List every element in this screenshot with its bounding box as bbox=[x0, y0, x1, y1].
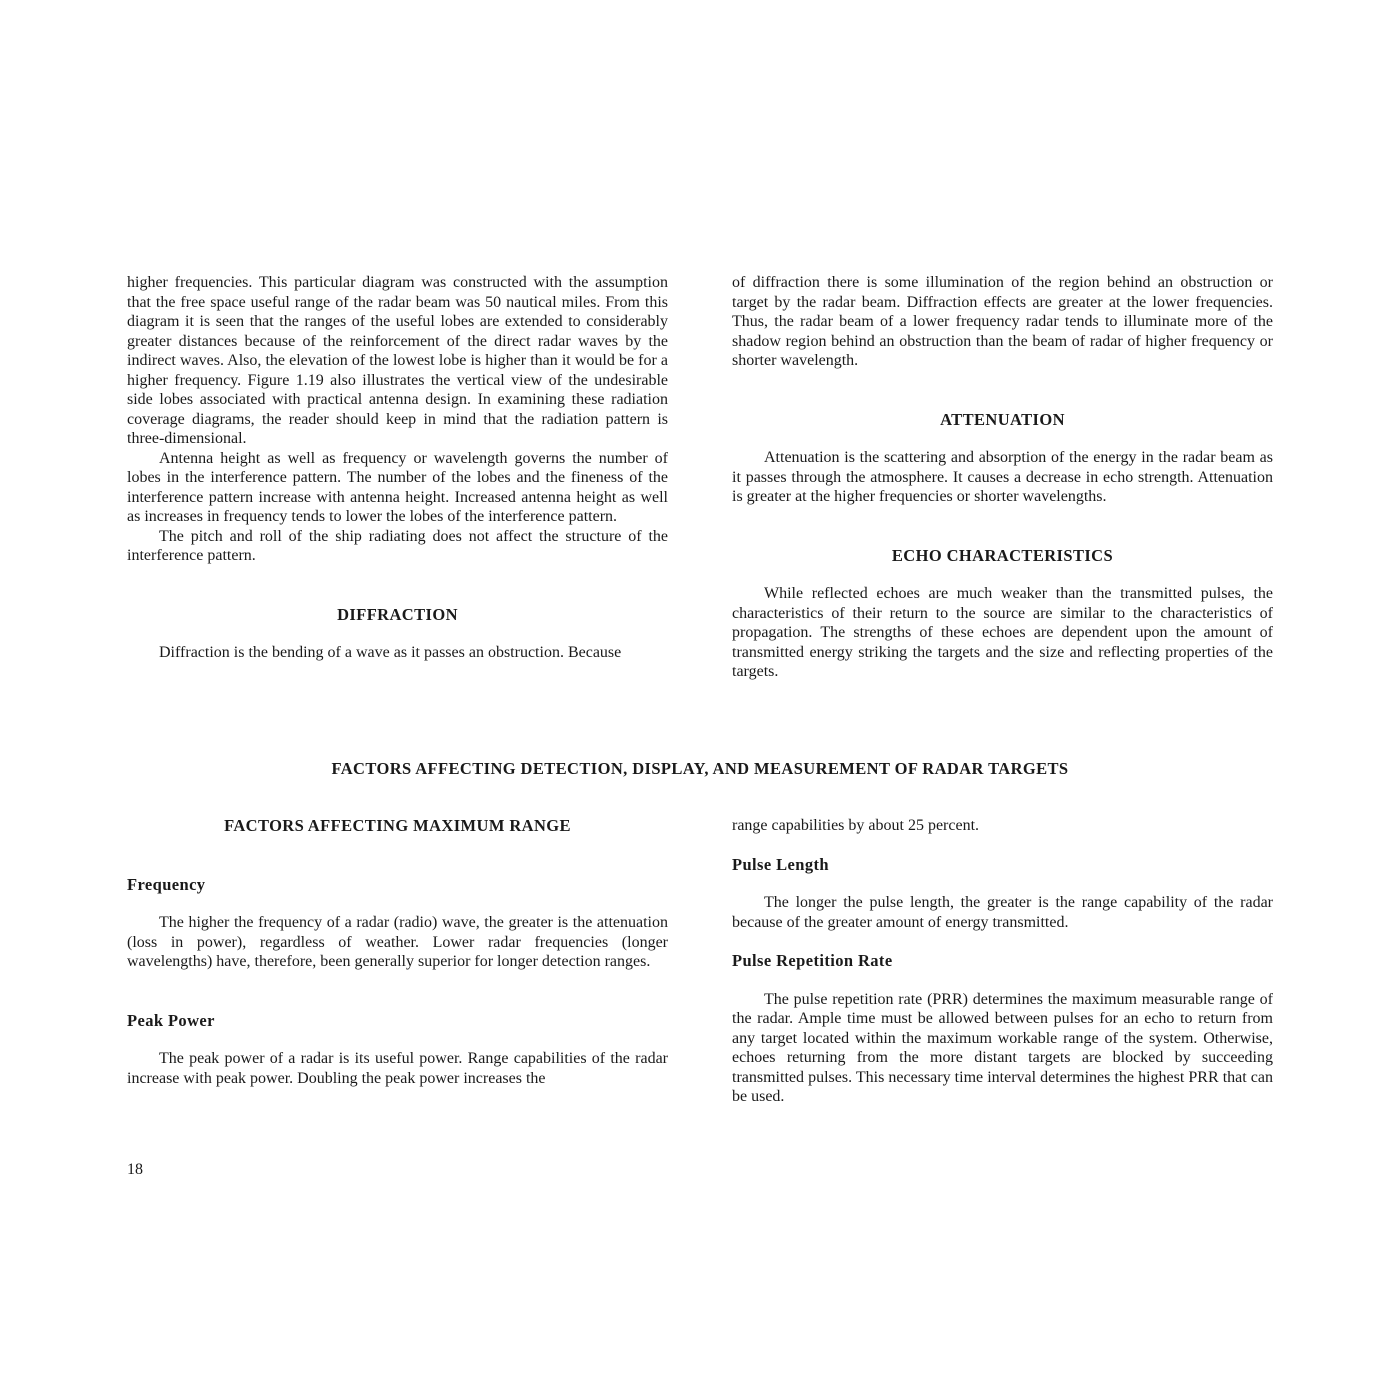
page-number: 18 bbox=[127, 1161, 143, 1178]
paragraph-attenuation: Attenuation is the scattering and absorption of the energy in the radar beam as it passes through the atmosphere. It causes a decrease in echo strength. Attenuation is greater at the higher frequencies or shorter wavelengths. bbox=[732, 449, 1273, 505]
paragraph-peak-power-continued: range capabilities by about 25 percent. bbox=[732, 817, 980, 834]
paragraph-peak-power: The peak power of a radar is its useful power. Range capabilities of the radar increase with peak power. Doubling the peak power increases the bbox=[127, 1050, 668, 1087]
paragraph-pulse-length: The longer the pulse length, the greater is the range capability of the radar because of the greater amount of energy transmitted. bbox=[732, 894, 1273, 931]
bottom-right-column bbox=[732, 816, 1273, 1107]
heading-maximum-range: FACTORS AFFECTING MAXIMUM RANGE bbox=[224, 816, 571, 835]
top-left-column bbox=[127, 273, 668, 663]
paragraph-diffraction: Diffraction is the bending of a wave as it passes an obstruction. Because bbox=[159, 644, 622, 661]
paragraph-frequency: The higher the frequency of a radar (radio) wave, the greater is the attenuation (loss in power), regardless of weather. Lower radar frequencies (longer wavelengths) have, therefore, been generally superior for longer detection ranges. bbox=[127, 914, 668, 970]
subheading-peak-power: Peak Power bbox=[127, 1010, 215, 1030]
heading-attenuation: ATTENUATION bbox=[940, 409, 1065, 429]
paragraph-diffraction-continued: of diffraction there is some illumination of the region behind an obstruction or target by the radar beam. Diffraction effects are greater at the lower frequencies. Thus, the radar beam of a lower frequency radar tends to illuminate more of the shadow region behind an obstruction than the beam of radar of higher frequency or shorter wavelength. bbox=[732, 274, 1273, 369]
subheading-pulse-repetition-rate: Pulse Repetition Rate bbox=[732, 951, 893, 970]
paragraph-pitch-roll: The pitch and roll of the ship radiating does not affect the structure of the interference pattern. bbox=[127, 527, 668, 564]
paragraph-lobes-diagram: higher frequencies. This particular diagram was constructed with the assumption that the free space useful range of the radar beam was 50 nautical miles. From this diagram it is seen that the ranges of the useful lobes are extended to considerably greater distances because of the reinforcement of the direct radar waves by the indirect waves. Also, the elevation of the lowest lobe is higher than it would be for a higher frequency. Figure 1.19 also illustrates the vertical view of the undesirable side lobes associated with practical antenna design. In examining these radiation coverage diagrams, the reader should keep in mind that the radiation pattern is three-dimensional. bbox=[127, 274, 668, 447]
heading-diffraction: DIFFRACTION bbox=[337, 604, 458, 624]
bottom-left-column bbox=[127, 816, 668, 1088]
paragraph-echo-characteristics: While reflected echoes are much weaker than the transmitted pulses, the characteristics of their return to the source are similar to the characteristics of propagation. The strengths of these echoes are dependent upon the amount of transmitted energy striking the targets and the size and reflecting properties of the targets. bbox=[732, 585, 1273, 680]
section-heading-factors: FACTORS AFFECTING DETECTION, DISPLAY, AND MEASUREMENT OF RADAR TARGETS bbox=[331, 759, 1069, 778]
subheading-frequency: Frequency bbox=[127, 874, 206, 894]
subheading-pulse-length: Pulse Length bbox=[732, 854, 829, 874]
heading-echo-characteristics: ECHO CHARACTERISTICS bbox=[891, 545, 1114, 565]
top-right-column bbox=[732, 273, 1273, 682]
paragraph-pulse-repetition-rate: The pulse repetition rate (PRR) determines the maximum measurable range of the radar. Ample time must be allowed between pulses for an echo to return from any target located within the maximum workable range of the system. Otherwise, echoes returning from the more distant targets are blocked by succeeding transmitted pulses. This necessary time interval determines the highest PRR that can be used. bbox=[732, 990, 1273, 1105]
paragraph-antenna-height: Antenna height as well as frequency or wavelength governs the number of lobes in the interference pattern. The number of the lobes and the fineness of the interference pattern increase with antenna height. Increased antenna height as well as increases in frequency tends to lower the lobes of the interference pattern. bbox=[127, 449, 668, 525]
